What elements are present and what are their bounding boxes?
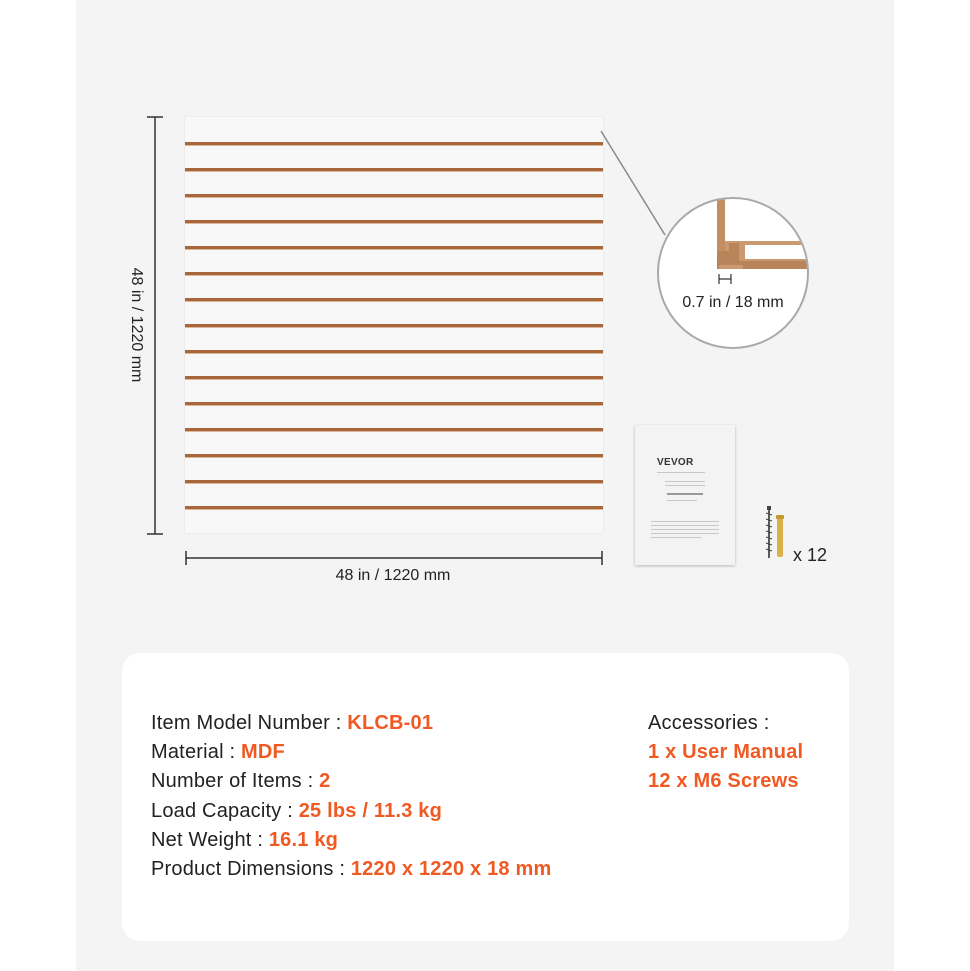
spec-net-weight xyxy=(151,829,338,852)
spec-product-dimensions xyxy=(151,858,551,881)
user-manual-image xyxy=(635,425,735,565)
accessory-item: 1 x User Manual xyxy=(648,741,804,763)
panel-slot xyxy=(185,220,603,224)
manual-text-line xyxy=(651,529,719,530)
groove-width-label: 0.7 in / 18 mm xyxy=(682,294,784,311)
panel-slot xyxy=(185,402,603,406)
spec-number-of-items xyxy=(151,770,330,793)
panel-slot xyxy=(185,454,603,458)
manual-text-line xyxy=(657,472,705,473)
screw-icon xyxy=(762,503,792,565)
spec-load-capacity xyxy=(151,800,442,823)
panel-slot xyxy=(185,480,603,484)
groove-profile-illustration xyxy=(659,199,809,349)
panel-slot xyxy=(185,350,603,354)
spec-model-number xyxy=(151,712,433,735)
groove-detail-zoom xyxy=(657,197,809,349)
spec-material xyxy=(151,741,285,764)
spec-label: Load Capacity : xyxy=(151,800,299,822)
panel-slot xyxy=(185,298,603,302)
panel-slot xyxy=(185,142,603,146)
manual-brand-logo: VEVOR xyxy=(657,457,694,468)
manual-text-line xyxy=(665,485,705,486)
manual-text-line xyxy=(651,533,719,534)
panel-slot xyxy=(185,194,603,198)
spec-value: KLCB-01 xyxy=(347,712,434,734)
screw-count-label: x 12 xyxy=(793,545,828,565)
spec-label: Product Dimensions : xyxy=(151,858,351,880)
spec-label: Number of Items : xyxy=(151,770,320,792)
spec-label: Net Weight : xyxy=(151,829,269,851)
spec-value: MDF xyxy=(241,741,285,763)
manual-text-line xyxy=(665,481,705,482)
height-label: 48 in / 1220 mm xyxy=(128,267,145,383)
manual-title-line xyxy=(667,493,703,495)
spec-value: 25 lbs / 11.3 kg xyxy=(298,800,443,822)
manual-text-line xyxy=(651,521,719,522)
panel-slot xyxy=(185,168,603,172)
panel-slot xyxy=(185,506,603,510)
spec-value: 2 xyxy=(319,770,331,792)
panel-slot xyxy=(185,376,603,380)
manual-text-line xyxy=(667,500,697,501)
spec-value: 16.1 kg xyxy=(268,829,339,851)
spec-value: 1220 x 1220 x 18 mm xyxy=(350,858,552,880)
panel-slot xyxy=(185,246,603,250)
accessories-heading: Accessories : xyxy=(648,712,770,734)
spec-label: Item Model Number : xyxy=(151,712,348,734)
panel-slot xyxy=(185,272,603,276)
specs-card xyxy=(122,653,849,941)
accessory-item: 12 x M6 Screws xyxy=(648,770,799,792)
manual-text-line xyxy=(651,525,719,526)
width-label: 48 in / 1220 mm xyxy=(335,567,451,584)
panel-slot xyxy=(185,428,603,432)
panel-slot xyxy=(185,324,603,328)
slatwall-panel xyxy=(185,117,603,533)
spec-label: Material : xyxy=(151,741,242,763)
manual-text-line xyxy=(651,537,701,538)
